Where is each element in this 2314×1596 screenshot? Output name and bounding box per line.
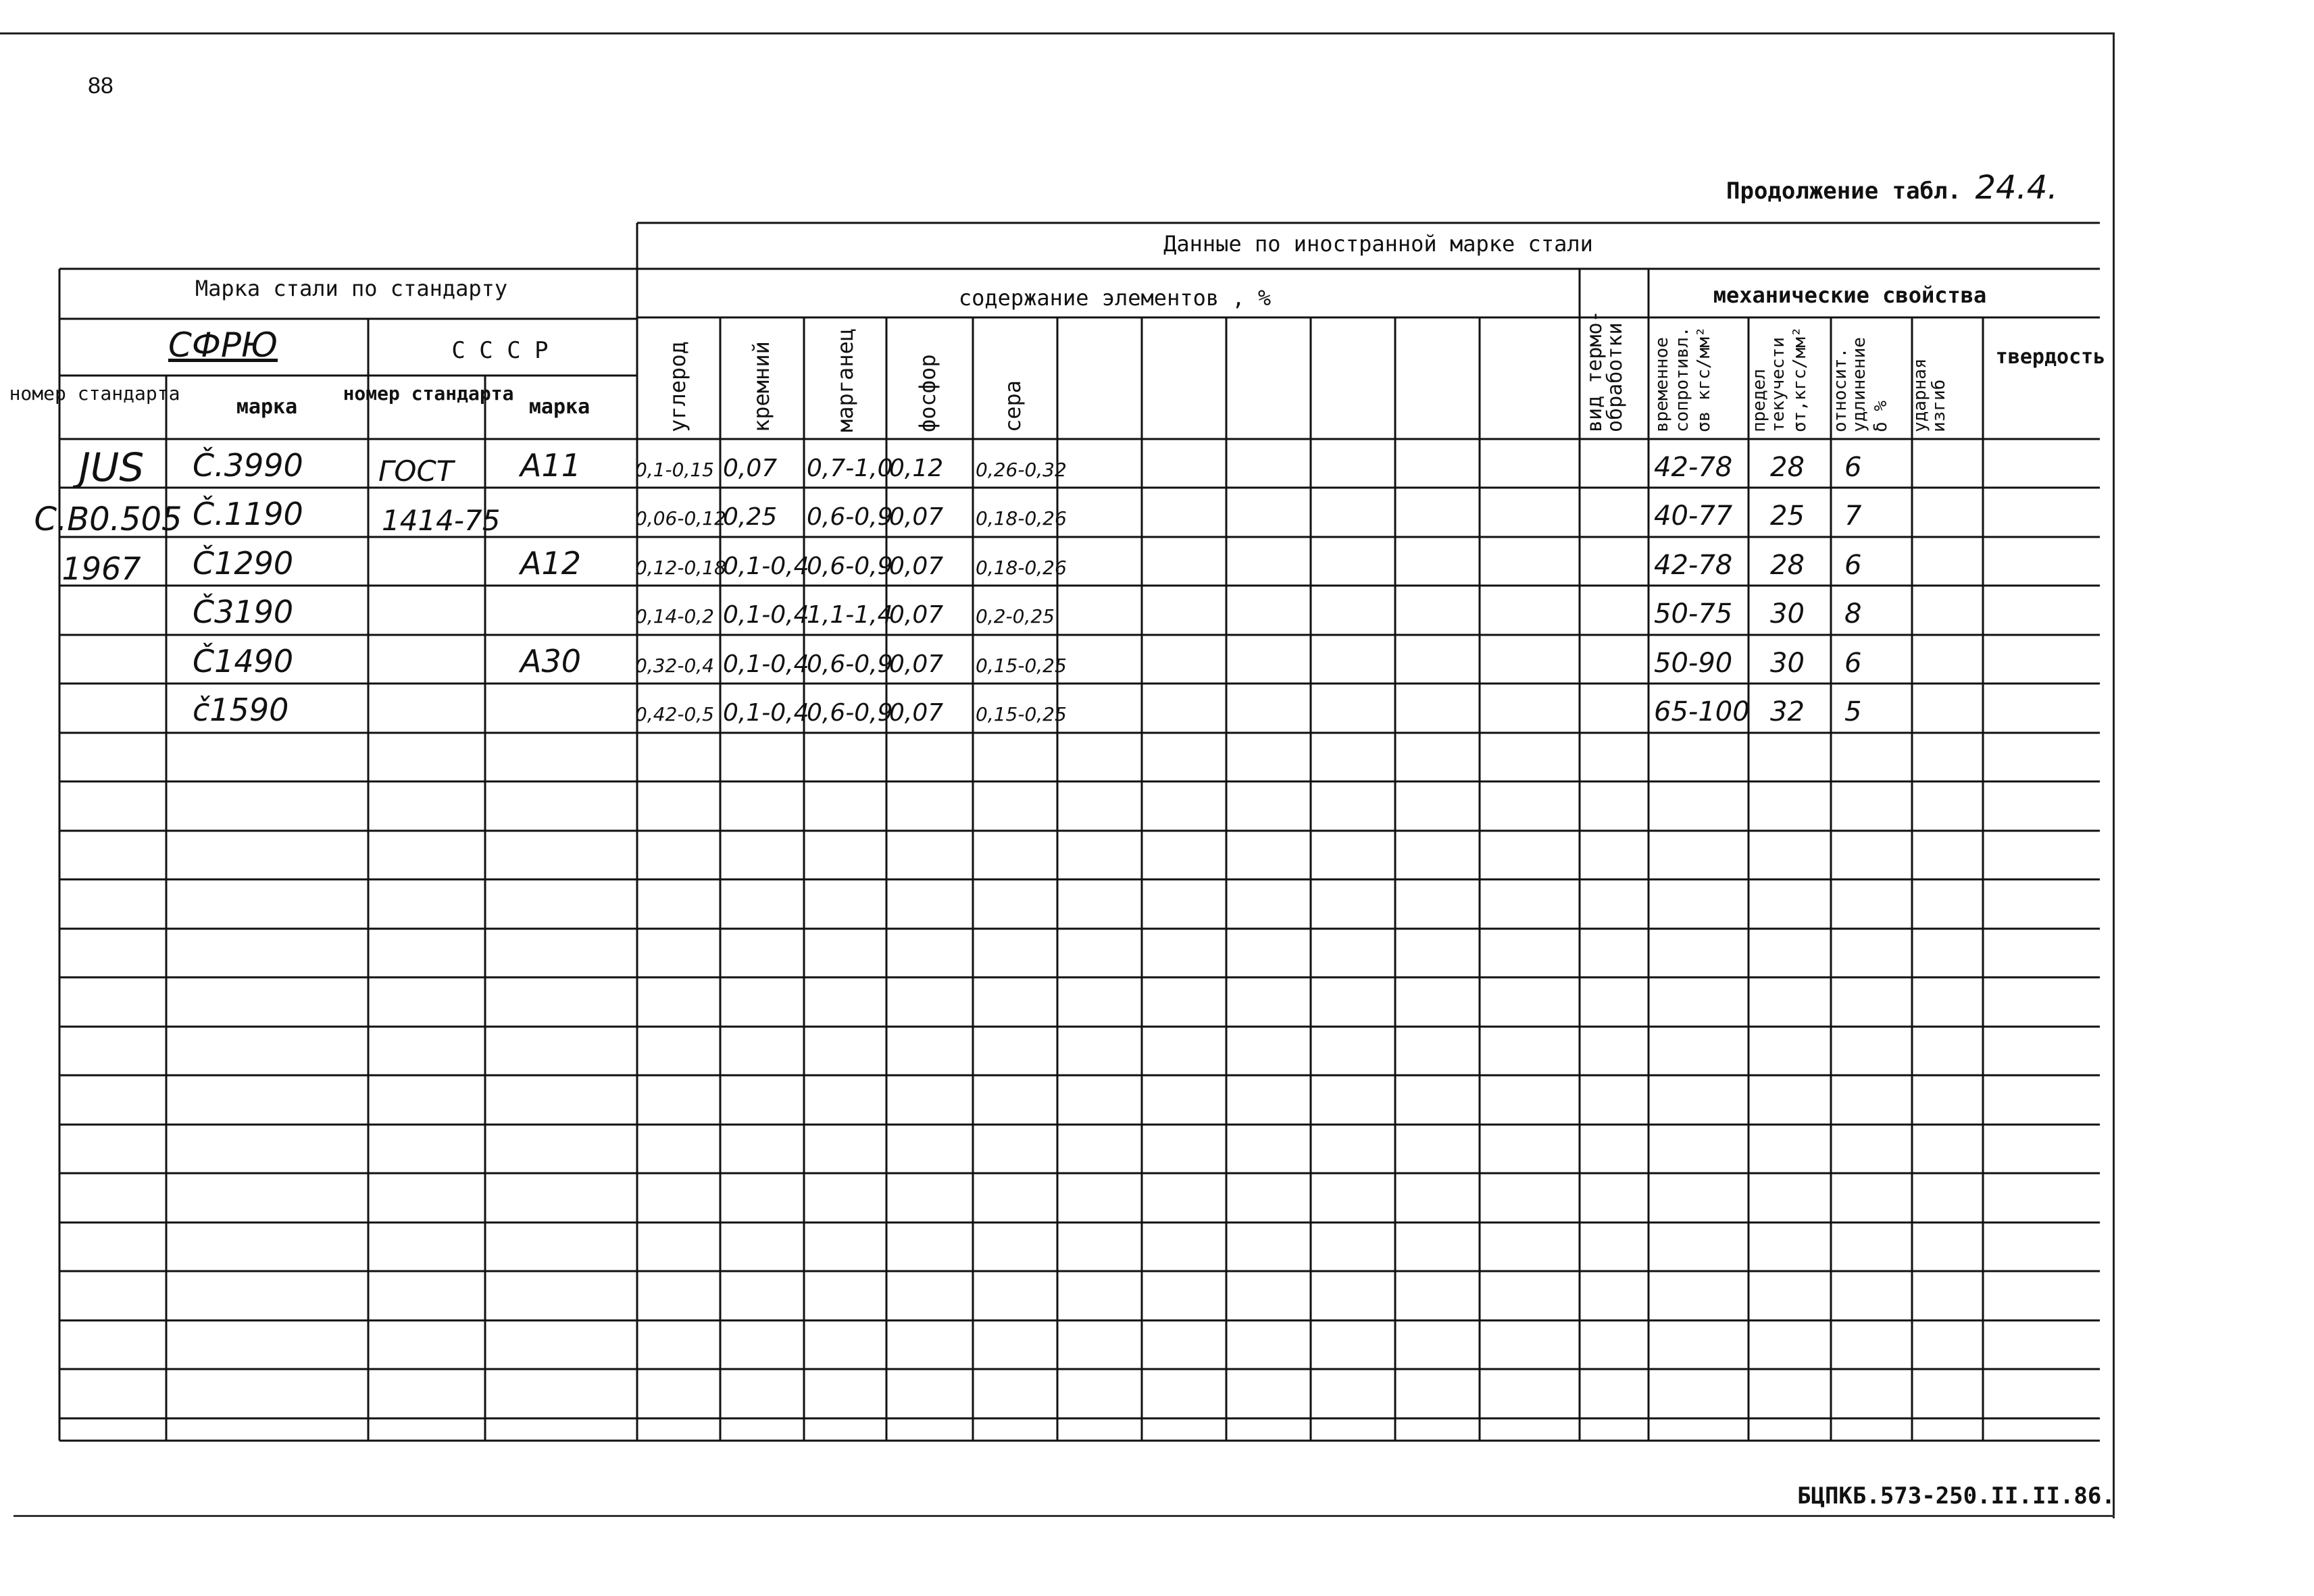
row-4-p: 0,07 (889, 650, 944, 678)
row-0-p: 0,12 (889, 455, 944, 482)
row-2-si: 0,1-0,4 (723, 552, 809, 580)
row-0-tensile: 42-78 (1654, 452, 1733, 483)
header-std-number-2: номер стандарта (343, 382, 514, 405)
row-0-c: 0,1-0,15 (635, 459, 714, 481)
header-ussr: С С С Р (451, 337, 549, 364)
row-4-c: 0,32-0,4 (635, 654, 714, 677)
header-element-carbon: углерод (665, 341, 690, 432)
vertical-header-labels (665, 310, 1949, 432)
header-country: СФРЮ (168, 326, 278, 365)
header-grade-by-standard: Марка стали по стандарту (195, 276, 508, 301)
row-5-si: 0,1-0,4 (723, 699, 809, 727)
header-mech-elongation-1: удлинение (1849, 337, 1869, 432)
header-element-manganese: марганец (832, 328, 858, 432)
header-grade-1: марка (236, 395, 298, 419)
row-2-s: 0,18-0,26 (976, 557, 1067, 579)
row-3-elongation: 8 (1844, 598, 1862, 629)
row-2-elongation: 6 (1844, 550, 1862, 581)
row-3-mn: 1,1-1,4 (807, 601, 893, 629)
header-mech-tensile-2: σв кгс/мм² (1694, 326, 1714, 432)
row-0-grade: Č.3990 (193, 447, 303, 484)
row-2-grade: Č1290 (193, 545, 294, 582)
row-1-elongation: 7 (1844, 500, 1862, 532)
row-4-elongation: 6 (1844, 648, 1862, 679)
header-heat-treatment-1: вид термо- (1583, 310, 1607, 432)
header-mech-elongation-0: относит. (1830, 347, 1851, 432)
ussr-standard-number: 1414-75 (382, 504, 501, 537)
row-2-p: 0,07 (889, 552, 944, 580)
row-4-si: 0,1-0,4 (723, 650, 809, 678)
row-5-s: 0,15-0,25 (976, 703, 1067, 725)
row-1-si: 0,25 (723, 503, 778, 531)
page-number: 88 (88, 73, 114, 99)
row-5-grade: č1590 (193, 692, 289, 728)
row-4-mn: 0,6-0,9 (807, 650, 893, 678)
table-number: 24.4. (1975, 169, 2058, 207)
header-element-sulfur: сера (1000, 380, 1026, 432)
header-hardness: твердость (1995, 345, 2106, 369)
header-mechanical-properties: механические свойства (1713, 282, 1987, 308)
header-mech-tensile-1: сопротивл. (1672, 326, 1692, 432)
header-mech-elongation-2: δ % (1871, 401, 1891, 432)
header-foreign-grade-data: Данные по иностранной марке стали (1163, 231, 1593, 257)
ussr-standard-name: ГОСТ (378, 455, 454, 488)
row-3-c: 0,14-0,2 (635, 605, 714, 627)
row-0-mn: 0,7-1,0 (807, 455, 893, 482)
header-element-phosphorus: фосфор (915, 354, 940, 432)
row-0-elongation: 6 (1844, 452, 1862, 483)
header-mech-impact-0: ударная (1910, 358, 1930, 432)
continuation-text: Продолжение табл. (1726, 178, 1961, 205)
row-4-yield: 30 (1770, 648, 1805, 679)
row-2-ussr-grade: A12 (520, 545, 582, 582)
row-4-ussr-grade: A30 (520, 643, 582, 679)
row-5-elongation: 5 (1844, 696, 1862, 727)
header-mech-yield-0: предел (1749, 369, 1769, 432)
row-3-p: 0,07 (889, 601, 944, 629)
standard-country: JUS (78, 444, 145, 490)
standard-number: C.B0.505 (34, 500, 182, 538)
header-std-number-1: номер стандарта (9, 382, 180, 405)
row-3-s: 0,2-0,25 (976, 605, 1055, 627)
row-1-mn: 0,6-0,9 (807, 503, 893, 531)
header-mech-impact-1: изгиб (1929, 379, 1949, 432)
row-4-tensile: 50-90 (1654, 648, 1733, 679)
row-2-mn: 0,6-0,9 (807, 552, 893, 580)
header-grade-2: марка (528, 395, 590, 419)
row-3-tensile: 50-75 (1654, 598, 1733, 629)
row-4-grade: Č1490 (193, 643, 294, 679)
row-0-ussr-grade: A11 (520, 447, 582, 484)
header-elements-content: содержание элементов , % (958, 285, 1272, 311)
row-1-tensile: 40-77 (1654, 500, 1733, 532)
row-1-s: 0,18-0,26 (976, 507, 1067, 530)
row-5-c: 0,42-0,5 (635, 703, 714, 725)
row-0-s: 0,26-0,32 (976, 459, 1067, 481)
header-element-silicon: кремний (749, 341, 774, 432)
row-2-tensile: 42-78 (1654, 550, 1733, 581)
row-4-s: 0,15-0,25 (976, 654, 1067, 677)
row-3-grade: Č3190 (193, 594, 294, 630)
row-0-yield: 28 (1770, 452, 1805, 483)
row-5-tensile: 65-100 (1654, 696, 1750, 727)
row-3-yield: 30 (1770, 598, 1805, 629)
row-3-si: 0,1-0,4 (723, 601, 809, 629)
row-1-c: 0,06-0,12 (635, 507, 726, 530)
header-mech-yield-1: текучести (1768, 337, 1788, 432)
row-5-yield: 32 (1770, 696, 1805, 727)
row-5-mn: 0,6-0,9 (807, 699, 893, 727)
document-footer-code: БЦПКБ.573-250.II.II.86. (1797, 1483, 2115, 1510)
header-mech-yield-2: σт,кгс/мм² (1790, 326, 1810, 432)
row-1-p: 0,07 (889, 503, 944, 531)
header-mech-tensile-0: временное (1652, 337, 1672, 432)
row-5-p: 0,07 (889, 699, 944, 727)
row-1-grade: Č.1190 (193, 496, 303, 532)
row-2-c: 0,12-0,18 (635, 557, 726, 579)
header-heat-treatment-2: обработки (1603, 322, 1627, 432)
row-1-yield: 25 (1770, 500, 1805, 532)
standard-year: 1967 (61, 550, 141, 587)
row-2-yield: 28 (1770, 550, 1805, 581)
row-0-si: 0,07 (723, 455, 778, 482)
